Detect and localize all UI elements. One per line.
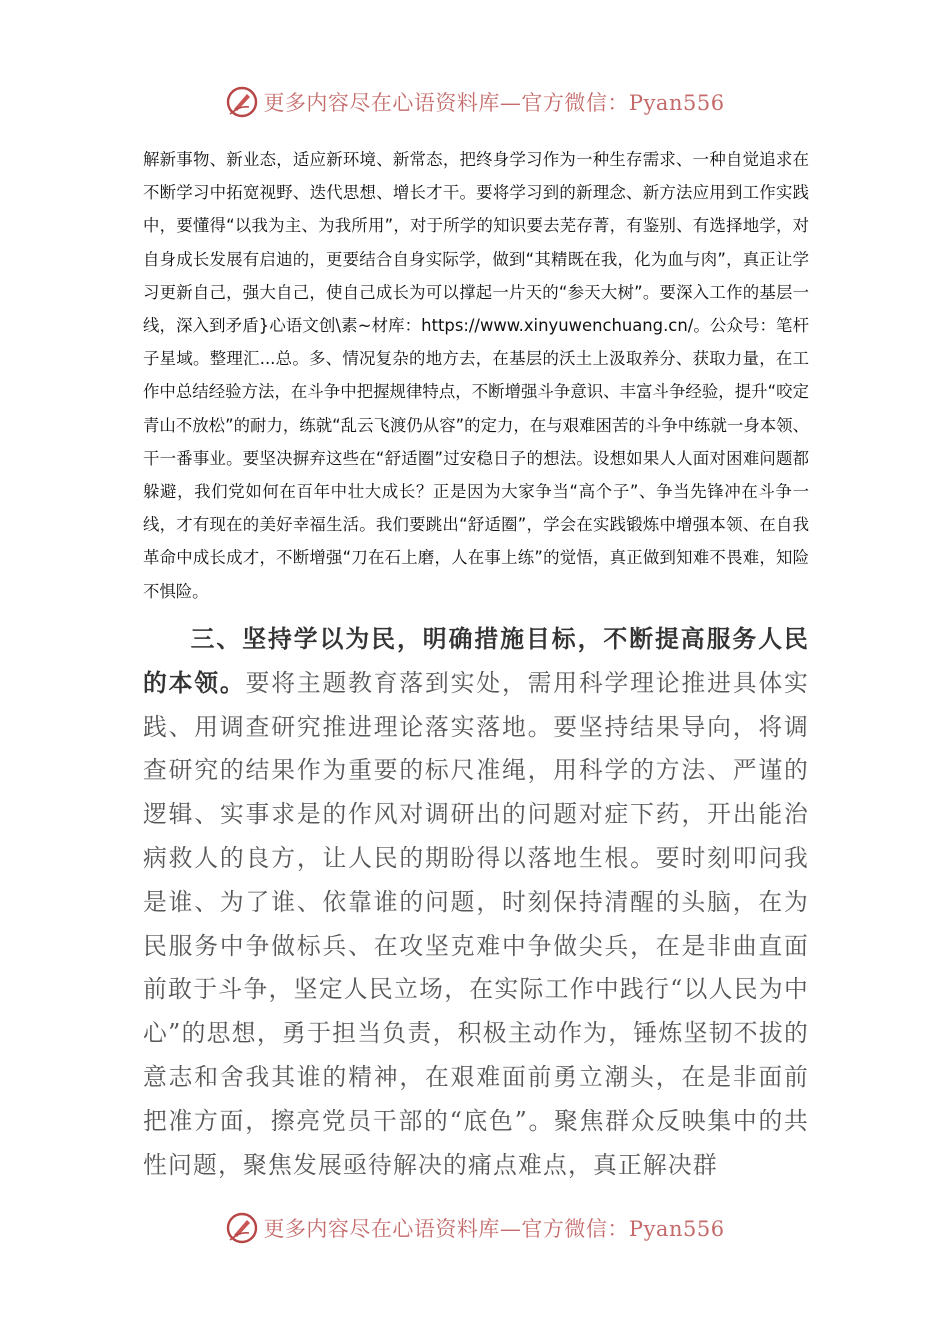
header-banner bbox=[0, 82, 950, 122]
footer-banner bbox=[0, 1208, 950, 1248]
footer-banner-text: 更多内容尽在心语资料库—官方微信：Pyan556 bbox=[263, 1217, 725, 1241]
section-3-heading: 三、坚持学以为民，明确措施目标，不断提高服务人民的本领。 bbox=[143, 625, 809, 697]
header-banner-text: 更多内容尽在心语资料库—官方微信：Pyan556 bbox=[263, 91, 725, 115]
section-3-paragraph bbox=[143, 618, 809, 1187]
quill-logo-icon bbox=[225, 1211, 259, 1245]
body-paragraph-small: 解新事物、新业态，适应新环境、新常态，把终身学习作为一种生存需求、一种自觉追求在不断学习中拓宽视野、迭代思想、增长才干。要将学习到的新理念、新方法应用到工作实践中，要懂得“以我为主、为我所用”，对于所学的知识要去芜存菁，有鉴别、有选择地学，对自身成长发展有启迪的，更要结合自身实际学，做到“其精既在我，化为血与肉”，真正让学习更新自己，强大自己，使自己成长为可以撑起一片天的“参天大树”。要深入工作的基层一线，深入到矛盾}心语文创\素~材库：https://www.xinyuwenchuang.cn/。公众号：笔杆子星域。整理汇...总。多、情况复杂的地方去，在基层的沃土上汲取养分、获取力量，在工作中总结经验方法，在斗争中把握规律特点，不断增强斗争意识、丰富斗争经验，提升“咬定青山不放松”的耐力，练就“乱云飞渡仍从容”的定力，在与艰难困苦的斗争中练就一身本领、干一番事业。要坚决摒弃这些在“舒适圈”过安稳日子的想法。设想如果人人面对困难问题都躲避，我们党如何在百年中壮大成长？正是因为大家争当“高个子”、争当先锋冲在斗争一线，才有现在的美好幸福生活。我们要跳出“舒适圈”，学会在实践锻炼中增强本领、在自我革命中成长成才，不断增强“刀在石上磨，人在事上练”的觉悟，真正做到知难不畏难，知险不惧险。 bbox=[143, 150, 809, 601]
quill-logo-icon bbox=[225, 85, 259, 119]
section-3-body: 要将主题教育落到实处，需用科学理论推进具体实践、用调查研究推进理论落实落地。要坚持结果导向，将调查研究的结果作为重要的标尺准绳，用科学的方法、严谨的逻辑、实事求是的作风对调研出的问题对症下药，开出能治病救人的良方，让人民的期盼得以落地生根。要时刻叩问我是谁、为了谁、依靠谁的问题，时刻保持清醒的头脑，在为民服务中争做标兵、在攻坚克难中争做尖兵，在是非曲直面前敢于斗争，坚定人民立场，在实际工作中践行“以人民为中心”的思想，勇于担当负责，积极主动作为，锤炼坚韧不拔的意志和舍我其谁的精神，在艰难面前勇立潮头，在是非面前把准方面，擦亮党员干部的“底色”。聚焦群众反映集中的共性问题，聚焦发展亟待解决的痛点难点，真正解决群 bbox=[143, 668, 809, 1179]
